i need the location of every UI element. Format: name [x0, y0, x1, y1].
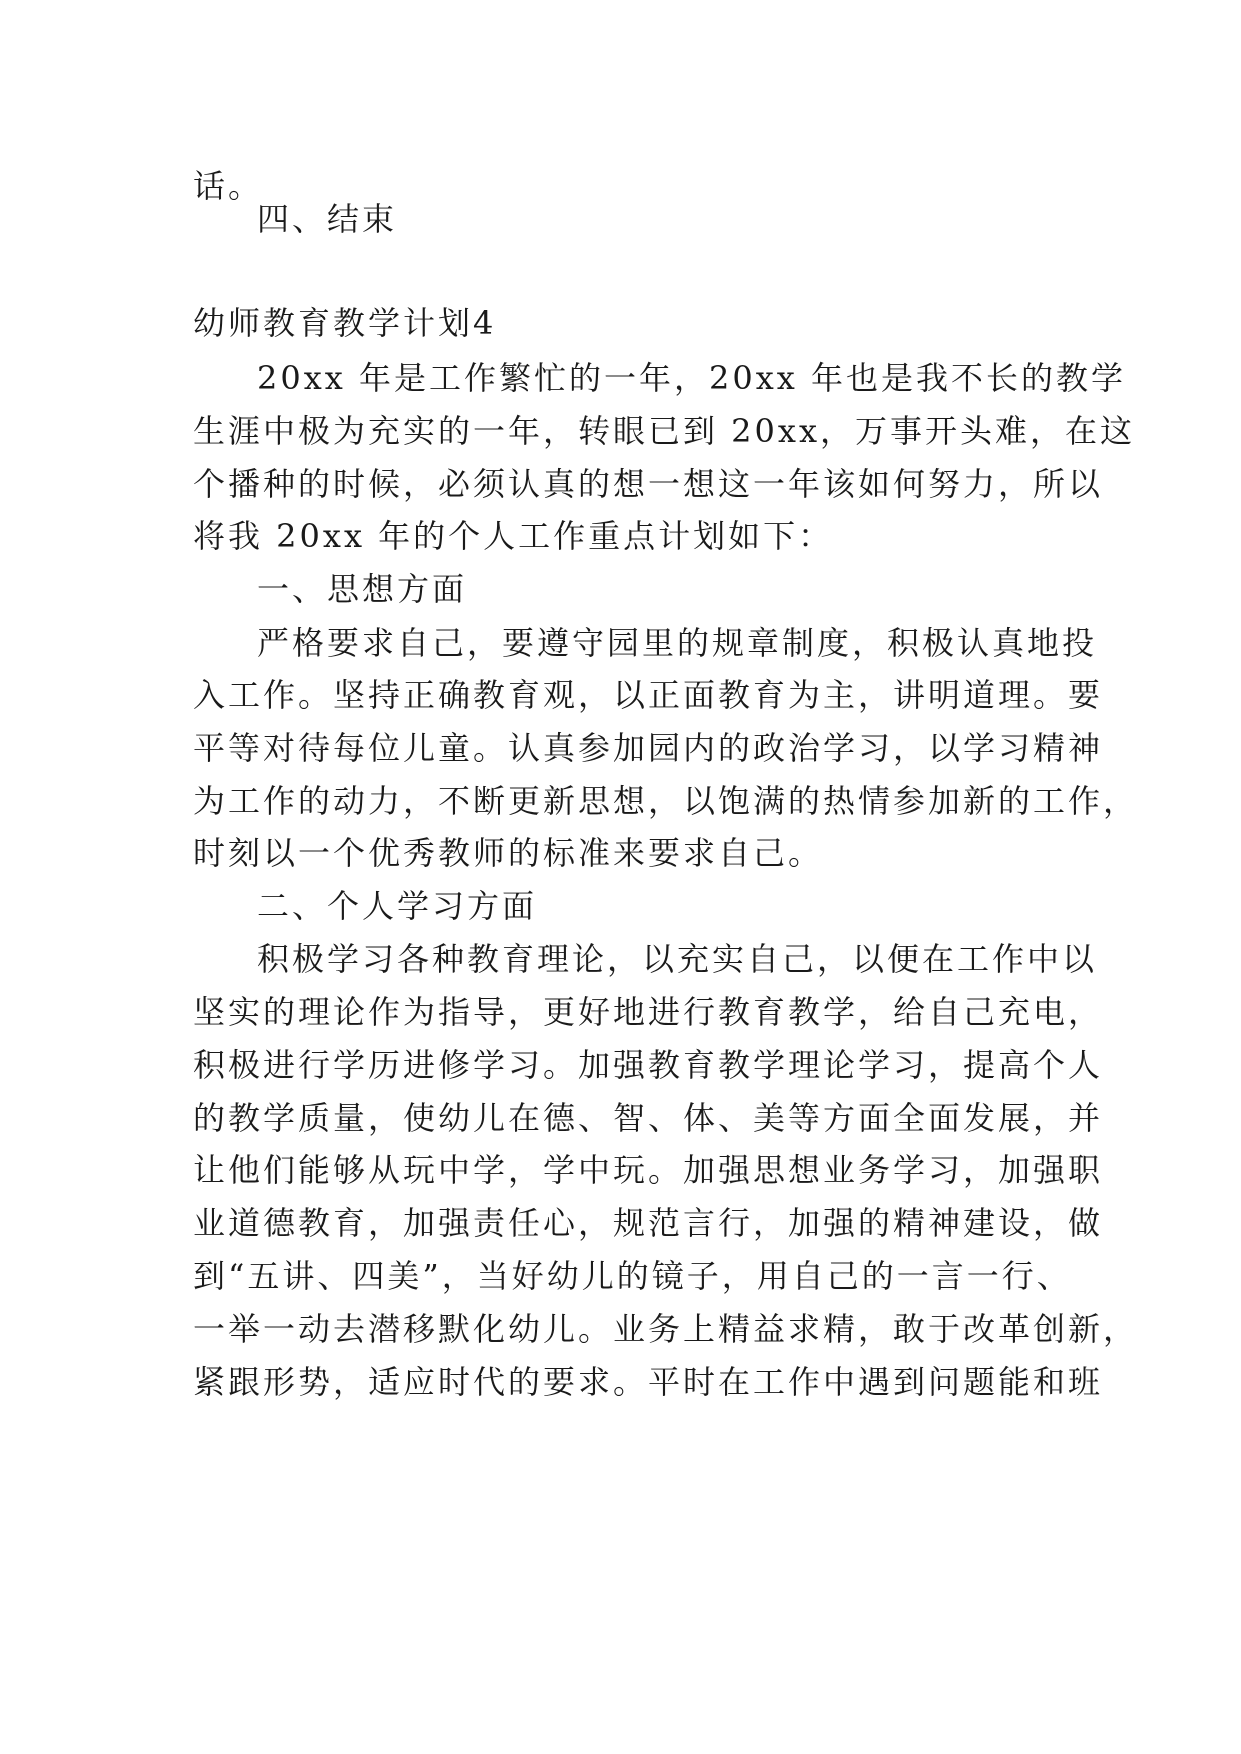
paragraph-line: 让他们能够从玩中学，学中玩。加强思想业务学习，加强职 [193, 1151, 1104, 1189]
section-heading: 二、个人学习方面 [257, 887, 538, 925]
section-heading: 四、结束 [257, 200, 398, 238]
paragraph-line: 紧跟形势，适应时代的要求。平时在工作中遇到问题能和班 [193, 1363, 1104, 1401]
paragraph-line: 业道德教育，加强责任心，规范言行，加强的精神建设，做 [193, 1204, 1104, 1242]
document-title: 幼师教育教学计划4 [193, 304, 497, 342]
paragraph-line: 一举一动去潜移默化幼儿。业务上精益求精，敢于改革创新， [193, 1310, 1139, 1348]
paragraph-line: 个播种的时候，必须认真的想一想这一年该如何努力，所以 [193, 465, 1104, 503]
paragraph-line: 将我 20xx 年的个人工作重点计划如下： [193, 517, 834, 555]
paragraph-line: 生涯中极为充实的一年，转眼已到 20xx，万事开头难，在这 [193, 412, 1135, 450]
paragraph-line: 积极学习各种教育理论，以充实自己，以便在工作中以 [257, 940, 1098, 978]
paragraph-line: 平等对待每位儿童。认真参加园内的政治学习，以学习精神 [193, 729, 1104, 767]
paragraph-line: 话。 [193, 167, 264, 205]
paragraph-line: 严格要求自己，要遵守园里的规章制度，积极认真地投 [257, 624, 1098, 662]
paragraph-line: 20xx 年是工作繁忙的一年，20xx 年也是我不长的教学 [257, 359, 1126, 397]
paragraph-line: 为工作的动力，不断更新思想，以饱满的热情参加新的工作， [193, 782, 1139, 820]
paragraph-line: 到“五讲、四美”，当好幼儿的镜子，用自己的一言一行、 [193, 1257, 1072, 1295]
paragraph-line: 的教学质量，使幼儿在德、智、体、美等方面全面发展，并 [193, 1099, 1104, 1137]
paragraph-line: 时刻以一个优秀教师的标准来要求自己。 [193, 834, 824, 872]
paragraph-line: 积极进行学历进修学习。加强教育教学理论学习，提高个人 [193, 1046, 1104, 1084]
section-heading: 一、思想方面 [257, 570, 468, 608]
paragraph-line: 坚实的理论作为指导，更好地进行教育教学，给自己充电， [193, 993, 1104, 1031]
paragraph-line: 入工作。坚持正确教育观，以正面教育为主，讲明道理。要 [193, 676, 1104, 714]
